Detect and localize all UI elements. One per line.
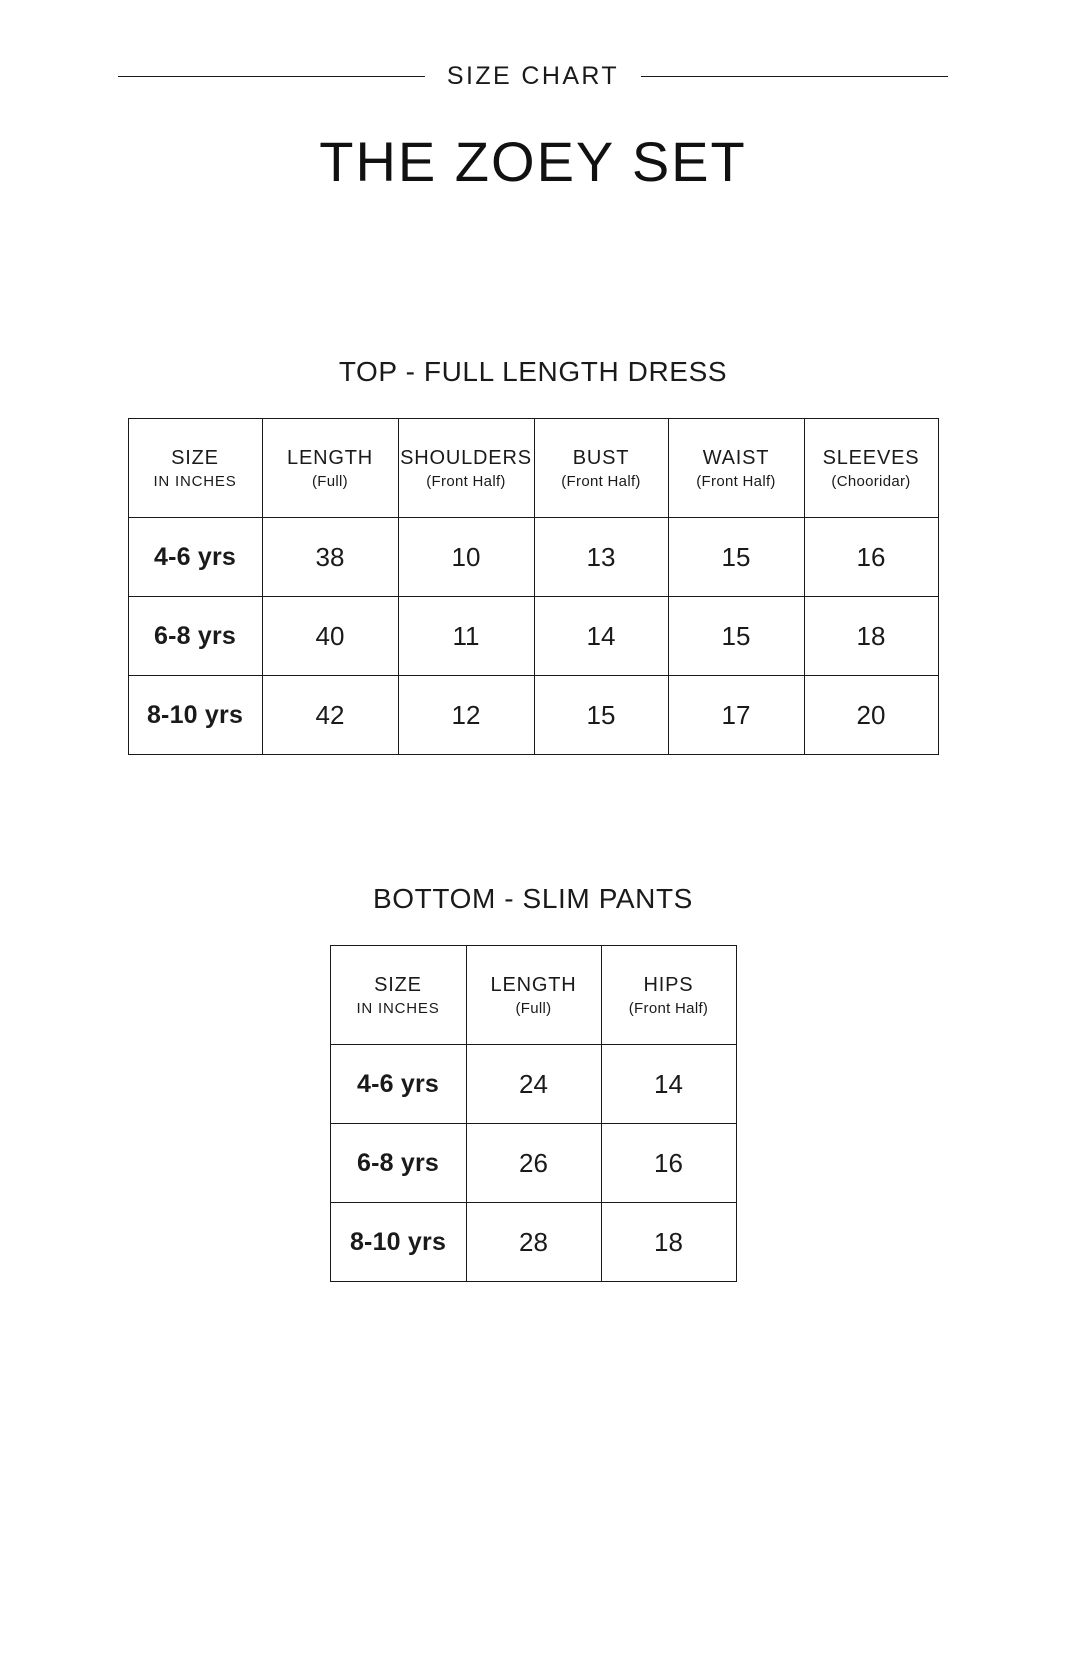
table-row <box>128 676 938 755</box>
cell-hips: 18 <box>601 1203 736 1282</box>
column-header-shoulders-sub: (Front Half) <box>426 472 506 490</box>
column-header-length-main: LENGTH <box>287 446 373 469</box>
top-size-table <box>128 418 939 755</box>
table-header-row <box>330 946 736 1045</box>
top-table-wrap <box>0 418 1066 755</box>
column-header-waist-main: WAIST <box>702 446 770 469</box>
cell-length: 24 <box>466 1045 601 1124</box>
cell-size: 4-6 yrs <box>128 518 262 597</box>
section-title-top: TOP - FULL LENGTH DRESS <box>338 356 728 387</box>
column-header-shoulders-main: SHOULDERS <box>400 446 532 469</box>
table-header-row <box>128 419 938 518</box>
rule-left <box>118 76 425 77</box>
cell-length: 40 <box>262 597 398 676</box>
table-row <box>330 1045 736 1124</box>
cell-size: 4-6 yrs <box>330 1045 466 1124</box>
cell-sleeves: 20 <box>804 676 938 755</box>
column-header-bust-sub: (Front Half) <box>561 472 641 490</box>
column-header-waist-sub: (Front Half) <box>696 472 776 490</box>
column-header-sleeves <box>804 419 938 518</box>
section-title-bottom: BOTTOM - SLIM PANTS <box>373 883 693 914</box>
column-header-size <box>330 946 466 1045</box>
cell-length: 38 <box>262 518 398 597</box>
column-header-sleeves-sub: (Chooridar) <box>831 472 911 490</box>
table-row <box>330 1124 736 1203</box>
cell-hips: 14 <box>601 1045 736 1124</box>
page-title: THE ZOEY SET <box>319 130 747 193</box>
column-header-size <box>128 419 262 518</box>
cell-size: 8-10 yrs <box>330 1203 466 1282</box>
column-header-size-main: SIZE <box>374 973 422 996</box>
table-row <box>330 1203 736 1282</box>
size-chart-page <box>0 62 1066 1662</box>
cell-sleeves: 16 <box>804 518 938 597</box>
column-header-bust-main: BUST <box>572 446 630 469</box>
cell-bust: 15 <box>534 676 668 755</box>
table-row <box>128 518 938 597</box>
cell-hips: 16 <box>601 1124 736 1203</box>
cell-size: 8-10 yrs <box>128 676 262 755</box>
column-header-length-sub: (Full) <box>515 999 552 1017</box>
column-header-size-sub: IN INCHES <box>356 999 440 1017</box>
cell-bust: 13 <box>534 518 668 597</box>
column-header-bust <box>534 419 668 518</box>
column-header-size-main: SIZE <box>171 446 219 469</box>
cell-bust: 14 <box>534 597 668 676</box>
column-header-waist <box>668 419 804 518</box>
eyebrow-row <box>0 62 1066 91</box>
cell-waist: 15 <box>668 597 804 676</box>
column-header-length-sub: (Full) <box>312 472 348 490</box>
cell-sleeves: 18 <box>804 597 938 676</box>
table-row <box>128 597 938 676</box>
column-header-sleeves-main: SLEEVES <box>822 446 920 469</box>
column-header-length-main: LENGTH <box>490 973 577 996</box>
column-header-hips-main: HIPS <box>643 973 694 996</box>
cell-shoulders: 11 <box>398 597 534 676</box>
cell-shoulders: 10 <box>398 518 534 597</box>
cell-size: 6-8 yrs <box>128 597 262 676</box>
cell-waist: 17 <box>668 676 804 755</box>
column-header-length <box>466 946 601 1045</box>
column-header-hips-sub: (Front Half) <box>628 999 709 1017</box>
bottom-table-wrap <box>0 945 1066 1282</box>
column-header-length <box>262 419 398 518</box>
eyebrow-label: SIZE CHART <box>446 62 620 90</box>
column-header-size-sub: IN INCHES <box>153 472 237 490</box>
cell-size: 6-8 yrs <box>330 1124 466 1203</box>
bottom-size-table <box>330 945 737 1282</box>
column-header-hips <box>601 946 736 1045</box>
rule-right <box>641 76 948 77</box>
cell-length: 28 <box>466 1203 601 1282</box>
column-header-shoulders <box>398 419 534 518</box>
cell-waist: 15 <box>668 518 804 597</box>
cell-shoulders: 12 <box>398 676 534 755</box>
cell-length: 26 <box>466 1124 601 1203</box>
cell-length: 42 <box>262 676 398 755</box>
